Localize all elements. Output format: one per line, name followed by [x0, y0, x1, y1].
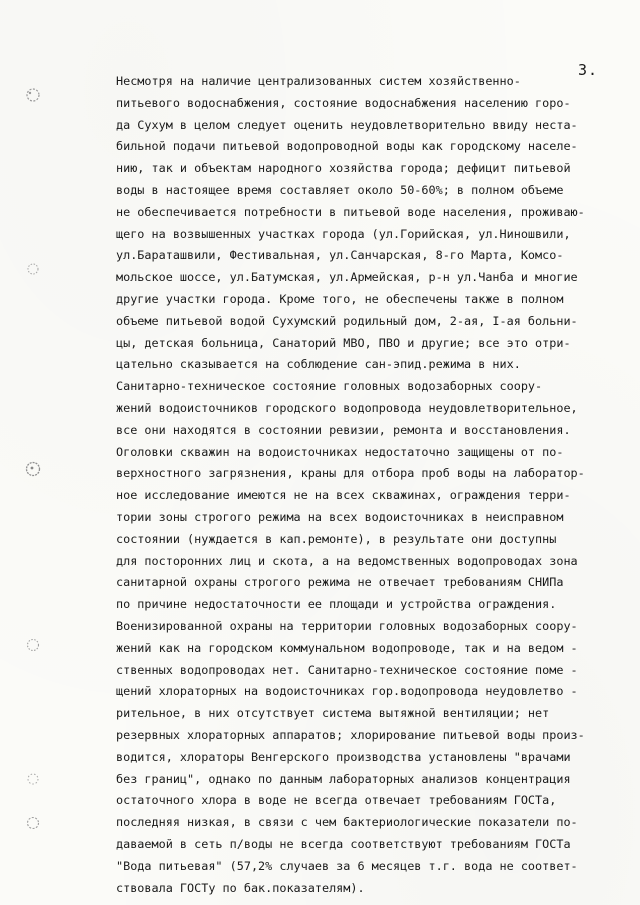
text-line: жений водоисточников городского водопровода неудовлетворительное,: [116, 401, 578, 415]
text-line: мольское шоссе, ул.Батумская, ул.Армейская, р-н ул.Чанба и многие: [116, 270, 578, 285]
text-line: все они находятся в состоянии ревизии, ремонта и восстановления.: [116, 422, 571, 437]
text-line: не обеспечивается потребности в питьевой воде населения, проживаю-: [116, 204, 585, 219]
text-line: даваемой в сеть п/воды не всегда соответствуют требованиям ГОСТа: [116, 837, 571, 851]
text-line: верхностного загрязнения, краны для отбора проб воды на лаборатор-: [116, 466, 585, 481]
punch-hole-mark: [22, 458, 44, 480]
text-line: санитарной охраны строгого режима не отвечает требованиям СНИПа: [116, 575, 564, 590]
text-line: нию, так и объектам народного хозяйства города; дефицит питьевой: [116, 161, 571, 176]
punch-hole-mark: [22, 768, 44, 790]
text-line: рительное, в них отсутствует система вытяжной вентиляции; нет: [116, 706, 550, 721]
text-line: другие участки города. Кроме того, не обеспечены также в полном: [116, 292, 564, 306]
text-line: жений как на городском коммунальном водопроводе, так и на ведом -: [116, 640, 578, 655]
text-line: бильной подачи питьевой водопроводной воды как городскому населе-: [116, 139, 578, 154]
text-line: "Вода питьевая" (57,2% случаев за 6 месяцев т.г. вода не соответ-: [116, 858, 578, 873]
text-line: воды в настоящее время составляет около 50-60%; в полном объеме: [116, 183, 564, 197]
text-line: щений хлораторных на водоисточниках гор.водопровода неудовлетво -: [116, 684, 578, 699]
text-line: резервных хлораторных аппаратов; хлорирование питьевой воды произ-: [116, 728, 585, 742]
page-number: 3.: [578, 61, 599, 79]
text-line: Санитарно-техническое состояние головных водозаборных соору-: [116, 379, 543, 394]
text-line: Оголовки скважин на водоисточниках недостаточно защищены от по-: [116, 444, 564, 459]
text-line: по причине недостаточности ее площади и устройства ограждения.: [116, 597, 557, 612]
text-line: Несмотря на наличие централизованных систем хозяйственно-: [116, 74, 521, 88]
text-line: Военизированной охраны на территории головных водозаборных соору-: [116, 619, 578, 633]
text-line: для посторонних лиц и скота, а на ведомственных водопроводах зона: [116, 553, 578, 568]
text-line: водится, хлораторы Венгерского производства установлены "врачами: [116, 749, 571, 764]
text-line: остаточного хлора в воде не всегда отвечает требованиям ГОСТа,: [116, 793, 557, 808]
text-line: да Сухум в целом следует оценить неудовлетворительно ввиду неста-: [116, 117, 578, 132]
punch-hole-mark: [22, 812, 44, 834]
text-line: цательно сказывается на соблюдение сан-эпид.режима в них.: [116, 357, 521, 372]
text-line: питьевого водоснабжения, состояние водоснабжения населению горо-: [116, 95, 571, 110]
punch-hole-mark: [22, 84, 44, 106]
text-line: без границ", однако по данным лабораторных анализов концентрация: [116, 771, 571, 786]
text-line: ствовала ГОСТу по бак.показателям).: [116, 880, 365, 895]
text-line: ственных водопроводах нет. Санитарно-техническое состояние поме -: [116, 662, 578, 677]
text-line: цы, детская больница, Санаторий МВО, ПВО и другие; все это отри-: [116, 335, 571, 350]
text-line: щего на возвышенных участках города (ул.Горийская, ул.Ниношвили,: [116, 226, 571, 241]
text-line: состоянии (нуждается в кап.ремонте), в результате они доступны: [116, 531, 557, 546]
text-line: тории зоны строгого режима на всех водоисточниках в неисправном: [116, 510, 564, 524]
text-line: последняя низкая, в связи с чем бактериологические показатели по-: [116, 815, 578, 830]
punch-hole-mark: [22, 634, 44, 656]
text-line: объеме питьевой водой Сухумский родильный дом, 2-ая, I-ая больни-: [116, 313, 578, 328]
punch-hole-mark: [22, 258, 44, 280]
text-line: ул.Бараташвили, Фестивальная, ул.Санчарская, 8-го Марта, Комсо-: [116, 248, 564, 263]
text-line: ное исследование имеются не на всех скважинах, ограждения терри-: [116, 488, 571, 503]
